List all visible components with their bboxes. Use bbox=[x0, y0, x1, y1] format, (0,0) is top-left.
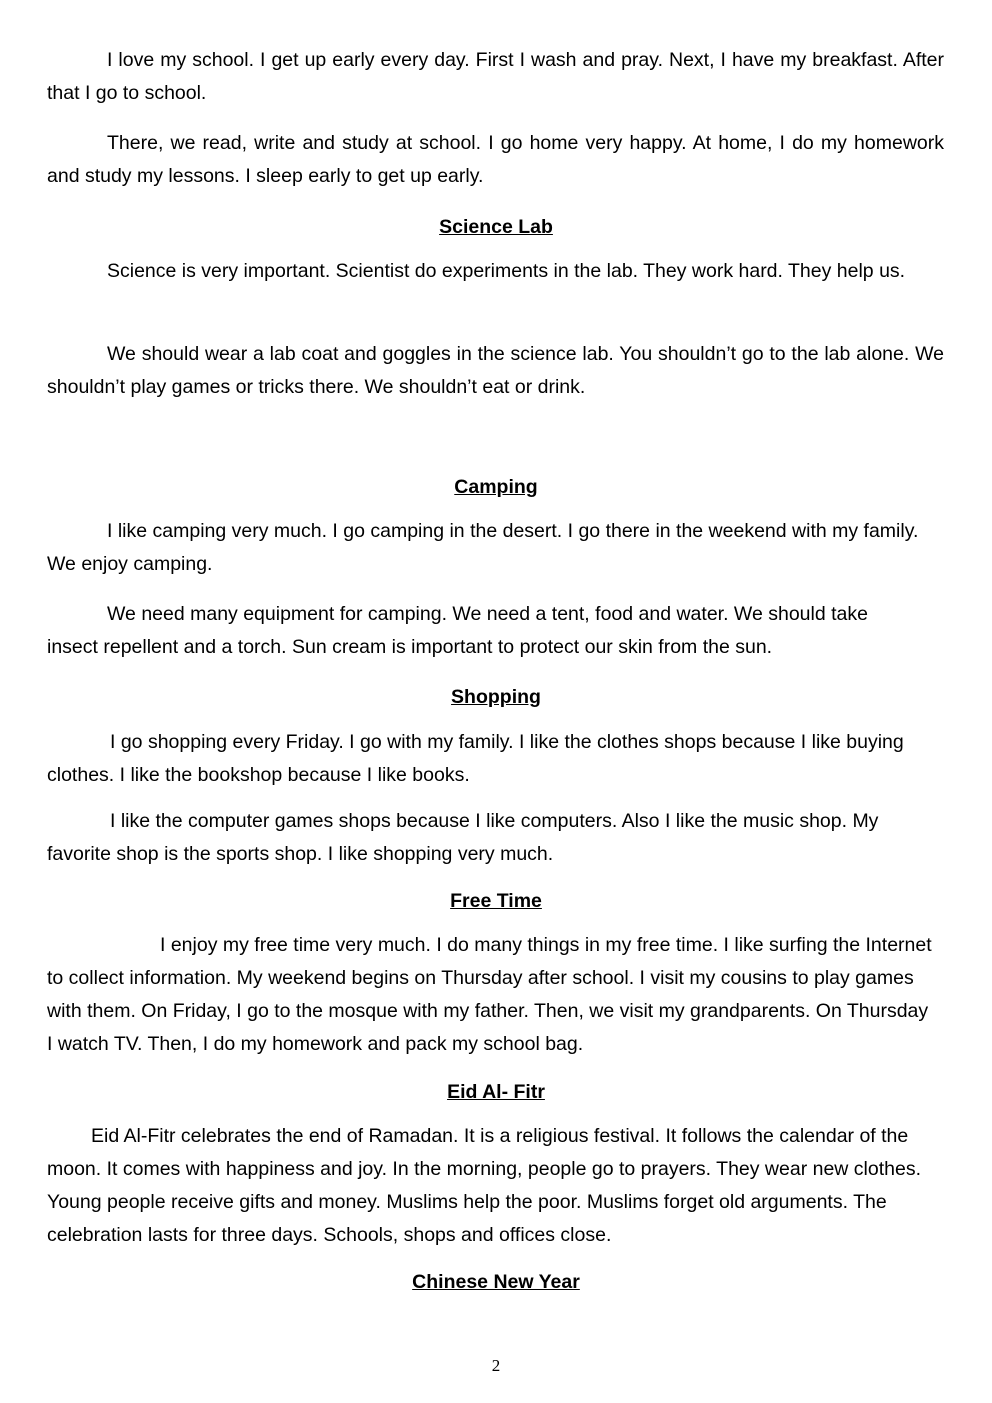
science-lab-paragraph-1: Science is very important. Scientist do experiments in the lab. They work hard. They help us. bbox=[107, 260, 906, 282]
shopping-paragraph-1: I go shopping every Friday. I go with my family. I like the clothes shops because I like buying clothes. I like the bookshop because I like books. bbox=[47, 731, 904, 786]
school-paragraph-1: I love my school. I get up early every day. First I wash and pray. Next, I have my breakfast. After that I go to school. bbox=[47, 49, 944, 104]
shopping-paragraph-2: I like the computer games shops because I like computers. Also I like the music shop. My favorite shop is the sports shop. I like shopping very much. bbox=[47, 810, 879, 865]
eid-al-fitr-heading: Eid Al- Fitr bbox=[447, 1081, 545, 1103]
camping-paragraph-1: I like camping very much. I go camping in the desert. I go there in the weekend with my family. We enjoy camping. bbox=[47, 520, 919, 575]
science-lab-paragraph-2: We should wear a lab coat and goggles in the science lab. You shouldn’t go to the lab alone. We shouldn’t play games or tricks there. We shouldn’t eat or drink. bbox=[47, 343, 944, 398]
eid-al-fitr-paragraph: Eid Al-Fitr celebrates the end of Ramadan. It is a religious festival. It follows the calendar of the moon. It comes with happiness and joy. In the morning, people go to prayers. They wear new clothes. Young people receive gifts and money. Muslims help the poor. Muslims forget old arguments. The celebration lasts for three days. Schools, shops and offices close. bbox=[47, 1125, 922, 1246]
school-paragraph-2: There, we read, write and study at school. I go home very happy. At home, I do my homework and study my lessons. I sleep early to get up early. bbox=[47, 132, 944, 187]
science-lab-heading: Science Lab bbox=[439, 216, 553, 238]
camping-heading: Camping bbox=[454, 476, 538, 498]
camping-paragraph-2: We need many equipment for camping. We need a tent, food and water. We should take insect repellent and a torch. Sun cream is important to protect our skin from the sun. bbox=[47, 603, 868, 658]
free-time-paragraph: I enjoy my free time very much. I do many things in my free time. I like surfing the Internet to collect information. My weekend begins on Thursday after school. I visit my cousins to play games with them. On Friday, I go to the mosque with my father. Then, we visit my grandparents. On Thursday I watch TV. Then, I do my homework and pack my school bag. bbox=[47, 934, 932, 1055]
chinese-new-year-heading: Chinese New Year bbox=[412, 1271, 580, 1293]
free-time-heading: Free Time bbox=[450, 890, 542, 912]
shopping-heading: Shopping bbox=[451, 686, 541, 708]
page-number: 2 bbox=[491, 1356, 501, 1375]
